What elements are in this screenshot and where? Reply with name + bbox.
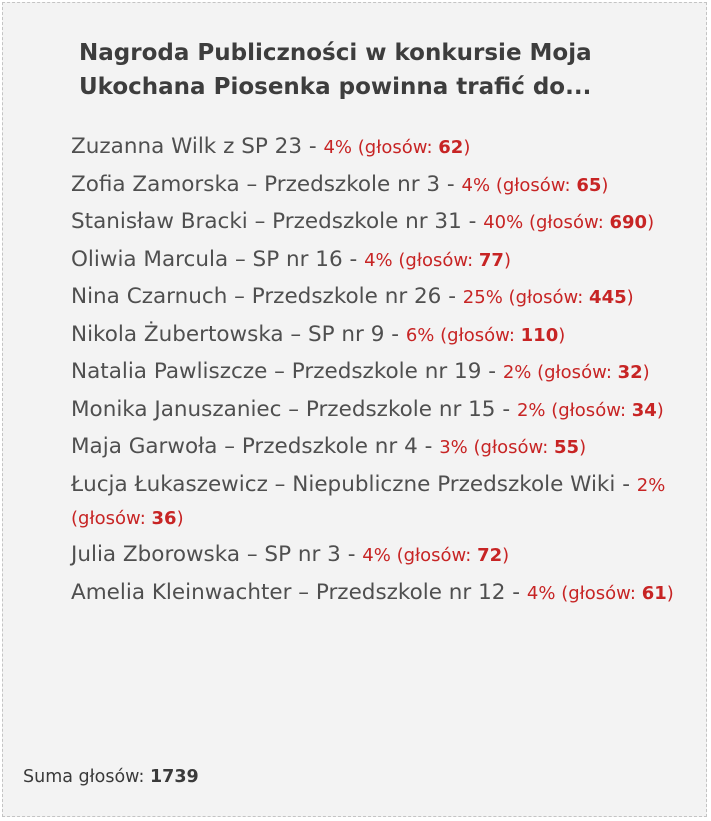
answer-votes: 32 [617, 362, 643, 383]
votes-suffix: ) [558, 324, 566, 346]
poll-answer: Nina Czarnuch – Przedszkole nr 26 - 25% (głosów: 445) [71, 284, 634, 309]
answer-votes: 110 [520, 324, 559, 346]
poll-answer: Amelia Kleinwachter – Przedszkole nr 12 - 4% (głosów: 61) [71, 579, 674, 605]
poll-answer: Monika Januszaniec – Przedszkole nr 15 - 2% (głosów: 34) [71, 396, 664, 422]
votes-suffix: ) [463, 137, 471, 158]
answer-votes: 55 [554, 437, 580, 458]
answer-name: Maja Garwoła – Przedszkole nr 4 [71, 434, 418, 459]
answer-votes: 36 [151, 507, 177, 529]
votes-suffix: ) [502, 545, 510, 566]
poll-answer: Stanisław Bracki – Przedszkole nr 31 - 40% (głosów: 690) [71, 209, 655, 234]
votes-prefix: (głosów: [551, 399, 632, 421]
votes-suffix: ) [579, 437, 587, 458]
votes-suffix: ) [666, 582, 674, 604]
votes-prefix: (głosów: [71, 507, 152, 529]
answer-result [527, 583, 674, 604]
poll-results-box [2, 2, 707, 817]
answer-name: Zuzanna Wilk z SP 23 [71, 134, 303, 159]
answer-votes: 77 [478, 249, 504, 271]
answer-percent: 40% [483, 212, 524, 233]
poll-answer: Nikola Żubertowska – SP nr 9 - 6% (głosów: 110) [71, 321, 566, 347]
votes-prefix: (głosów: [508, 287, 590, 308]
answer-percent: 2% [502, 362, 532, 383]
poll-answer: Julia Zborowska – SP nr 3 - 4% (głosów: 72) [71, 542, 510, 567]
poll-answer-list [71, 131, 677, 614]
answer-name: Amelia Kleinwachter – Przedszkole nr 12 [71, 579, 506, 605]
votes-prefix: (głosów: [357, 137, 439, 158]
answer-name: Zofia Zamorska – Przedszkole nr 3 [71, 171, 441, 197]
answer-percent: 2% [636, 474, 666, 496]
answer-result [364, 250, 511, 271]
answer-votes: 62 [438, 137, 464, 158]
answer-percent: 25% [462, 287, 503, 308]
answer-name: Monika Januszaniec – Przedszkole nr 15 [71, 396, 496, 422]
answer-name: Oliwia Marcula – SP nr 16 [71, 246, 343, 272]
answer-percent: 4% [323, 137, 353, 158]
votes-prefix: (głosów: [398, 249, 479, 271]
answer-result [462, 175, 609, 196]
answer-percent: 4% [364, 249, 393, 271]
answer-result [362, 545, 509, 566]
poll-answer: Maja Garwoła – Przedszkole nr 4 - 3% (głosów: 55) [71, 434, 587, 459]
answer-votes: 61 [641, 582, 667, 604]
answer-votes: 65 [576, 174, 602, 196]
votes-suffix: ) [656, 399, 664, 421]
votes-suffix: ) [647, 212, 655, 233]
answer-percent: 4% [362, 545, 391, 566]
poll-answer: Zofia Zamorska – Przedszkole nr 3 - 4% (głosów: 65) [71, 171, 609, 197]
votes-suffix: ) [642, 362, 650, 383]
answer-result [517, 400, 664, 421]
votes-suffix: ) [176, 507, 184, 529]
total-votes-value: 1739 [149, 767, 199, 787]
answer-percent: 2% [516, 399, 546, 421]
answer-votes: 690 [609, 212, 648, 233]
poll-answer: Natalia Pawliszcze – Przedszkole nr 19 - 2% (głosów: 32) [71, 359, 650, 384]
answer-result [439, 437, 586, 458]
answer-name: Natalia Pawliszcze – Przedszkole nr 19 [71, 359, 482, 384]
answer-result [323, 137, 470, 158]
poll-answer: Zuzanna Wilk z SP 23 - 4% (głosów: 62) [71, 134, 471, 159]
votes-prefix: (głosów: [537, 362, 618, 383]
answer-percent: 3% [439, 437, 468, 458]
answer-votes: 445 [589, 287, 627, 308]
answer-result [406, 325, 565, 346]
total-votes-label: Suma głosów: [23, 767, 150, 787]
answer-result [503, 362, 650, 383]
answer-result [483, 212, 654, 233]
answer-name: Nikola Żubertowska – SP nr 9 [71, 321, 385, 347]
answer-name: Stanisław Bracki – Przedszkole nr 31 [71, 209, 462, 234]
votes-prefix: (głosów: [561, 582, 642, 604]
answer-percent: 6% [405, 324, 435, 346]
answer-name: Nina Czarnuch – Przedszkole nr 26 [71, 284, 442, 309]
answer-votes: 34 [631, 399, 657, 421]
votes-suffix: ) [601, 174, 609, 196]
poll-answer: Oliwia Marcula – SP nr 16 - 4% (głosów: 77) [71, 246, 511, 272]
votes-suffix: ) [503, 249, 511, 271]
poll-answer: Łucja Łukaszewicz – Niepubliczne Przedszkole Wiki - 2% (głosów: 36) [71, 471, 666, 529]
answer-percent: 4% [461, 174, 491, 196]
votes-prefix: (głosów: [528, 212, 610, 233]
votes-prefix: (głosów: [495, 174, 577, 196]
votes-prefix: (głosów: [440, 324, 521, 346]
votes-prefix: (głosów: [396, 545, 478, 566]
poll-title: Nagroda Publiczności w konkursie Moja Ukochana Piosenka powinna trafić do... [79, 40, 592, 100]
total-votes [23, 763, 199, 791]
answer-result [463, 287, 634, 308]
answer-name: Julia Zborowska – SP nr 3 [71, 542, 341, 567]
votes-prefix: (głosów: [473, 437, 554, 458]
answer-votes: 72 [477, 545, 503, 566]
votes-suffix: ) [626, 287, 634, 308]
answer-percent: 4% [526, 582, 556, 604]
answer-name: Łucja Łukaszewicz – Niepubliczne Przedszkole Wiki [71, 471, 616, 497]
